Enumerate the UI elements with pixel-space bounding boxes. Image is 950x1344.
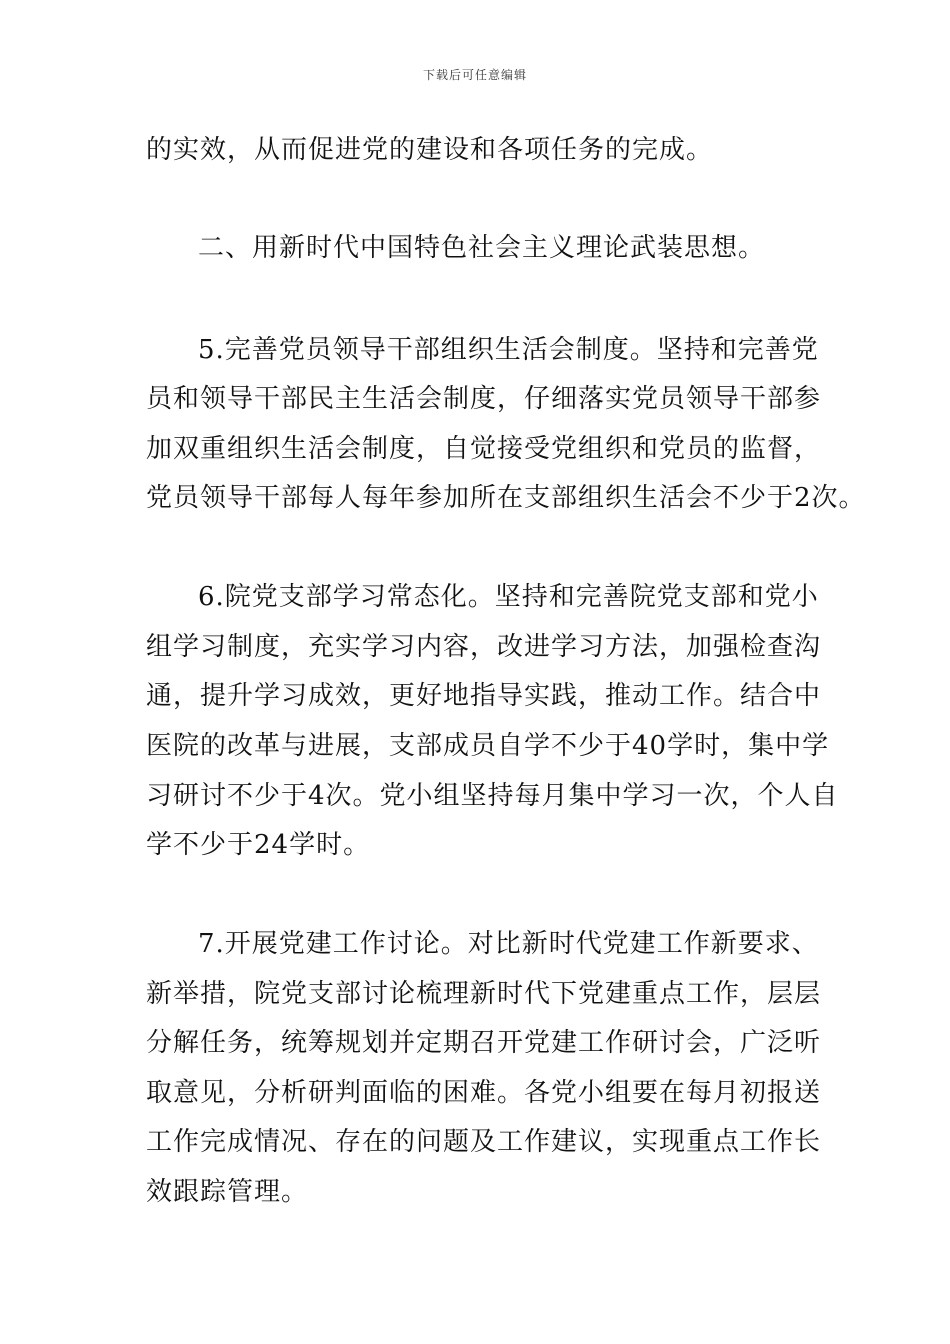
text-line: 的实效，从而促进党的建设和各项任务的完成。	[146, 135, 714, 165]
header-note: 下载后可任意编辑	[422, 68, 527, 82]
text-line: 效跟踪管理。	[146, 1177, 309, 1207]
text-line: 取意见，分析研判面临的困难。各党小组要在每月初报送	[146, 1078, 822, 1108]
text-line: 组学习制度，充实学习内容，改进学习方法，加强检查沟	[146, 632, 822, 662]
text-line: 习研讨不少于4次。党小组坚持每月集中学习一次，个人自	[146, 781, 839, 811]
text-line: 通，提升学习成效，更好地指导实践，推动工作。结合中	[146, 681, 822, 711]
text-line: 学不少于24学时。	[146, 830, 371, 860]
text-line: 加双重组织生活会制度，自觉接受党组织和党员的监督，	[146, 434, 822, 464]
text-line: 员和领导干部民主生活会制度，仔细落实党员领导干部参	[146, 384, 822, 414]
text-line: 6.院党支部学习常态化。坚持和完善院党支部和党小	[198, 582, 819, 612]
text-line: 新举措，院党支部讨论梳理新时代下党建重点工作，层层	[146, 979, 822, 1009]
text-line: 分解任务，统筹规划并定期召开党建工作研讨会，广泛听	[146, 1028, 822, 1058]
text-line: 党员领导干部每人每年参加所在支部组织生活会不少于2次。	[146, 483, 866, 513]
text-line: 7.开展党建工作讨论。对比新时代党建工作新要求、	[198, 929, 819, 959]
text-line: 5.完善党员领导干部组织生活会制度。坚持和完善党	[198, 335, 819, 365]
text-line: 医院的改革与进展，支部成员自学不少于40学时，集中学	[146, 731, 830, 761]
text-line: 工作完成情况、存在的问题及工作建议，实现重点工作长	[146, 1127, 822, 1157]
section-heading: 二、用新时代中国特色社会主义理论武装思想。	[198, 233, 766, 263]
